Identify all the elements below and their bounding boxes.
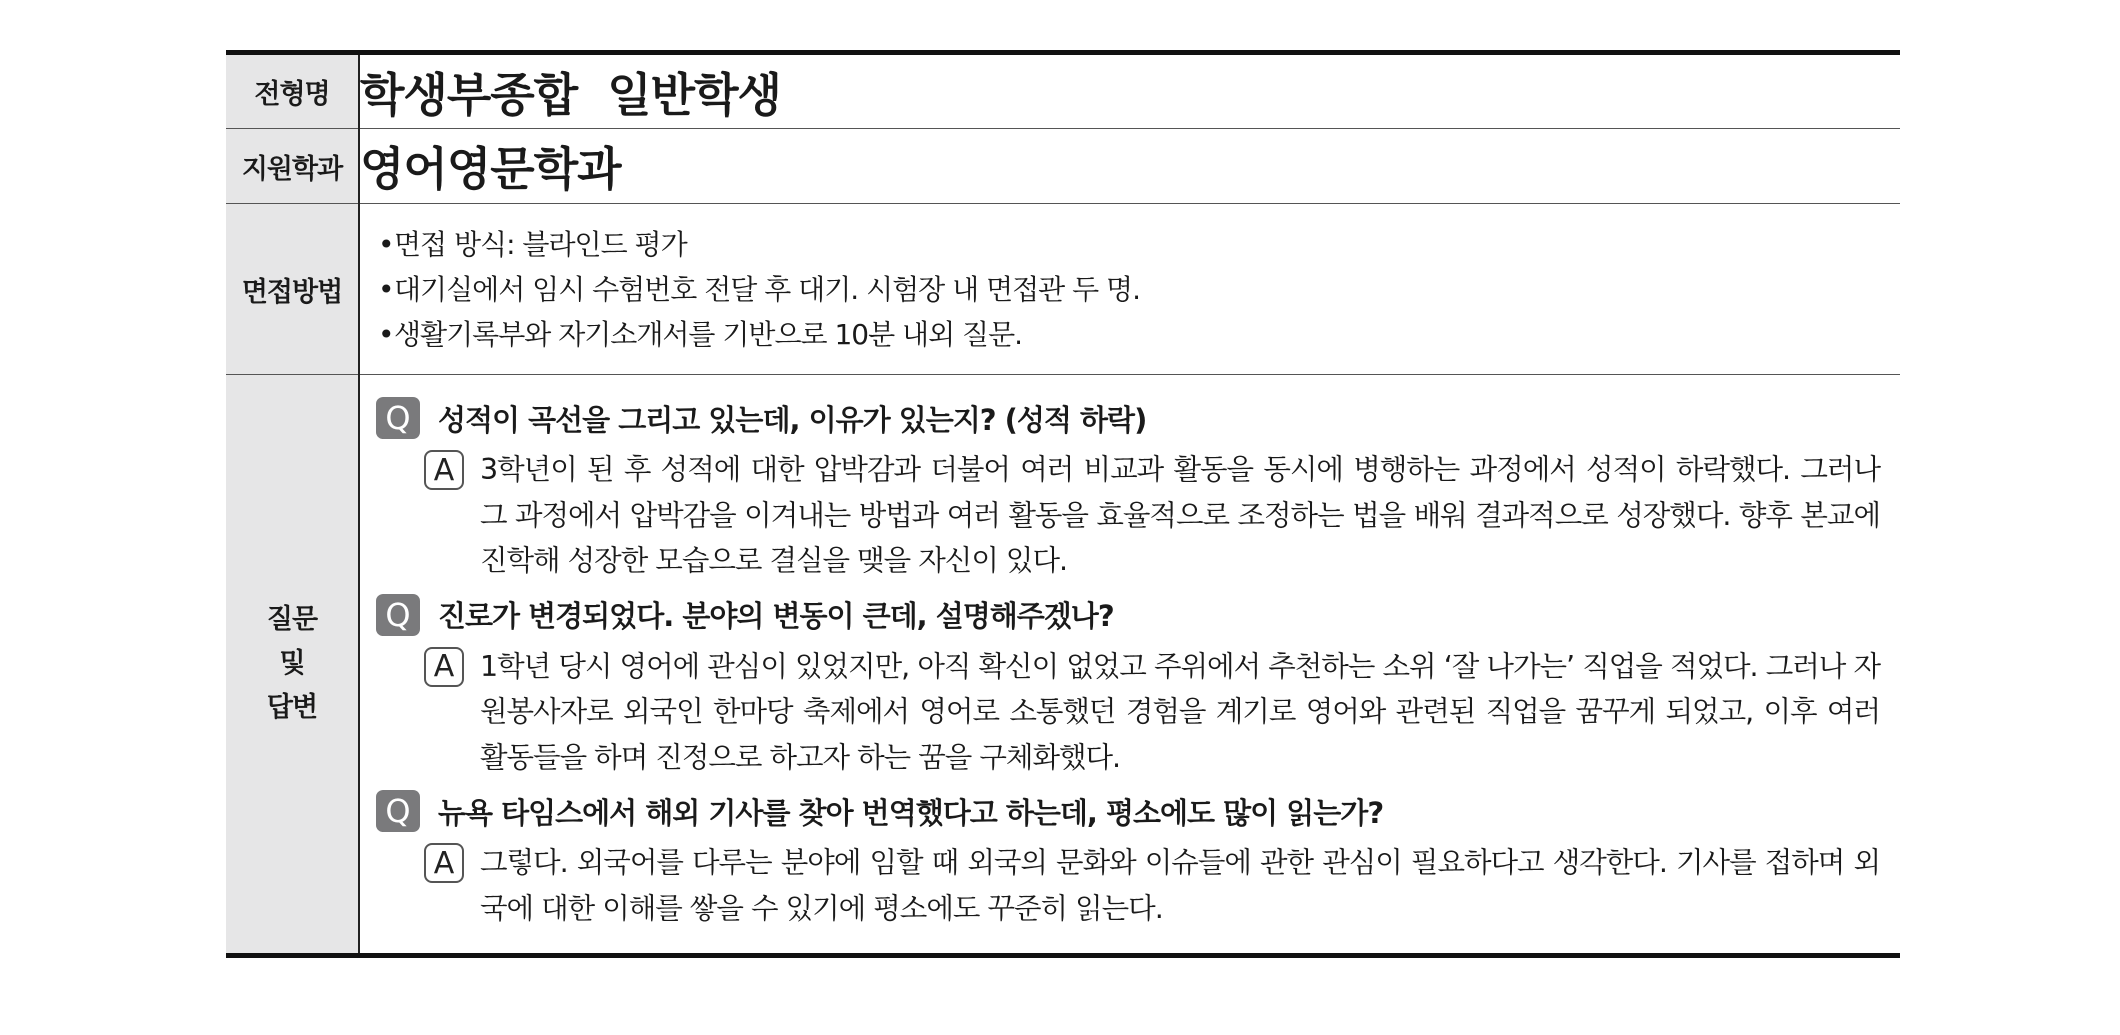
- question-text: 진로가 변경되었다. 분야의 변동이 큰데, 설명해주겠나?: [438, 599, 1114, 633]
- a-badge-icon: A: [424, 647, 464, 687]
- answer-text: 3학년이 된 후 성적에 대한 압박감과 더불어 여러 비교과 활동을 동시에 병행하는 과정에서 성적이 하락했다. 그러나 그 과정에서 압박감을 이겨내는 방법과 여러 활동을 효율적으로 조정하는 법을 배워 결과적으로 성장했다. 향후 본교에 진학해 성장한 모습으로 결실을 맺을 자신이 있다.: [480, 453, 1880, 577]
- bullet-icon: •: [378, 317, 394, 351]
- question-item: [376, 594, 1880, 636]
- qa-label-line: 질문: [266, 604, 318, 635]
- answer-item: [424, 840, 1880, 931]
- qa-label-line: 답변: [266, 692, 318, 723]
- question-text: 성적이 곡선을 그리고 있는데, 이유가 있는지? (성적 하락): [438, 402, 1147, 437]
- interview-method-row: [226, 204, 1900, 375]
- question-item: [376, 790, 1880, 832]
- department-label: 지원학과: [226, 129, 359, 204]
- q-badge-icon: Q: [376, 790, 420, 832]
- q-badge-icon: Q: [376, 397, 420, 439]
- bullet-icon: •: [378, 227, 394, 261]
- admission-type-cell: [359, 53, 1900, 129]
- qa-row: [226, 375, 1900, 956]
- question-text: 뉴욕 타임스에서 해외 기사를 찾아 번역했다고 하는데, 평소에도 많이 읽는가?: [438, 795, 1384, 830]
- qa-label: [226, 375, 359, 956]
- answer-item: [424, 644, 1880, 781]
- q-badge-icon: Q: [376, 594, 420, 636]
- interview-info-sheet: [226, 50, 1900, 958]
- a-badge-icon: A: [424, 450, 464, 490]
- admission-type-label: 전형명: [226, 53, 359, 129]
- admission-type-row: [226, 53, 1900, 129]
- interview-method-label: 면접방법: [226, 204, 359, 375]
- method-item: [378, 267, 1900, 312]
- method-item: [378, 312, 1900, 357]
- method-item-text: 생활기록부와 자기소개서를 기반으로 10분 내외 질문.: [394, 317, 1023, 351]
- interview-method-cell: [359, 204, 1900, 375]
- department-cell: [359, 129, 1900, 204]
- qa-cell: [359, 375, 1900, 956]
- answer-item: [424, 447, 1880, 584]
- department-row: [226, 129, 1900, 204]
- department-value: 영어영문학과: [360, 142, 621, 196]
- method-item-text: 면접 방식: 블라인드 평가: [394, 227, 687, 261]
- a-badge-icon: A: [424, 843, 464, 883]
- answer-text: 그렇다. 외국어를 다루는 분야에 임할 때 외국의 문화와 이슈들에 관한 관심이 필요하다고 생각한다. 기사를 접하며 외국에 대한 이해를 쌓을 수 있기에 평소에도 꾸준히 읽는다.: [480, 846, 1880, 925]
- method-item: [378, 222, 1900, 267]
- bullet-icon: •: [378, 272, 394, 306]
- admission-type-value: 학생부종합 일반학생: [360, 67, 781, 122]
- method-item-text: 대기실에서 임시 수험번호 전달 후 대기. 시험장 내 면접관 두 명.: [394, 272, 1141, 306]
- qa-label-line: 및: [279, 648, 305, 679]
- answer-text: 1학년 당시 영어에 관심이 있었지만, 아직 확신이 없었고 주위에서 추천하는 소위 ‘잘 나가는’ 직업을 적었다. 그러나 자원봉사자로 외국인 한마당 축제에서 영어로 소통했던 경험을 계기로 영어와 관련된 직업을 꿈꾸게 되었고, 이후 여러 활동들을 하며 진정으로 하고자 하는 꿈을 구체화했다.: [480, 649, 1880, 774]
- interview-table: [226, 50, 1900, 958]
- question-item: [376, 397, 1880, 439]
